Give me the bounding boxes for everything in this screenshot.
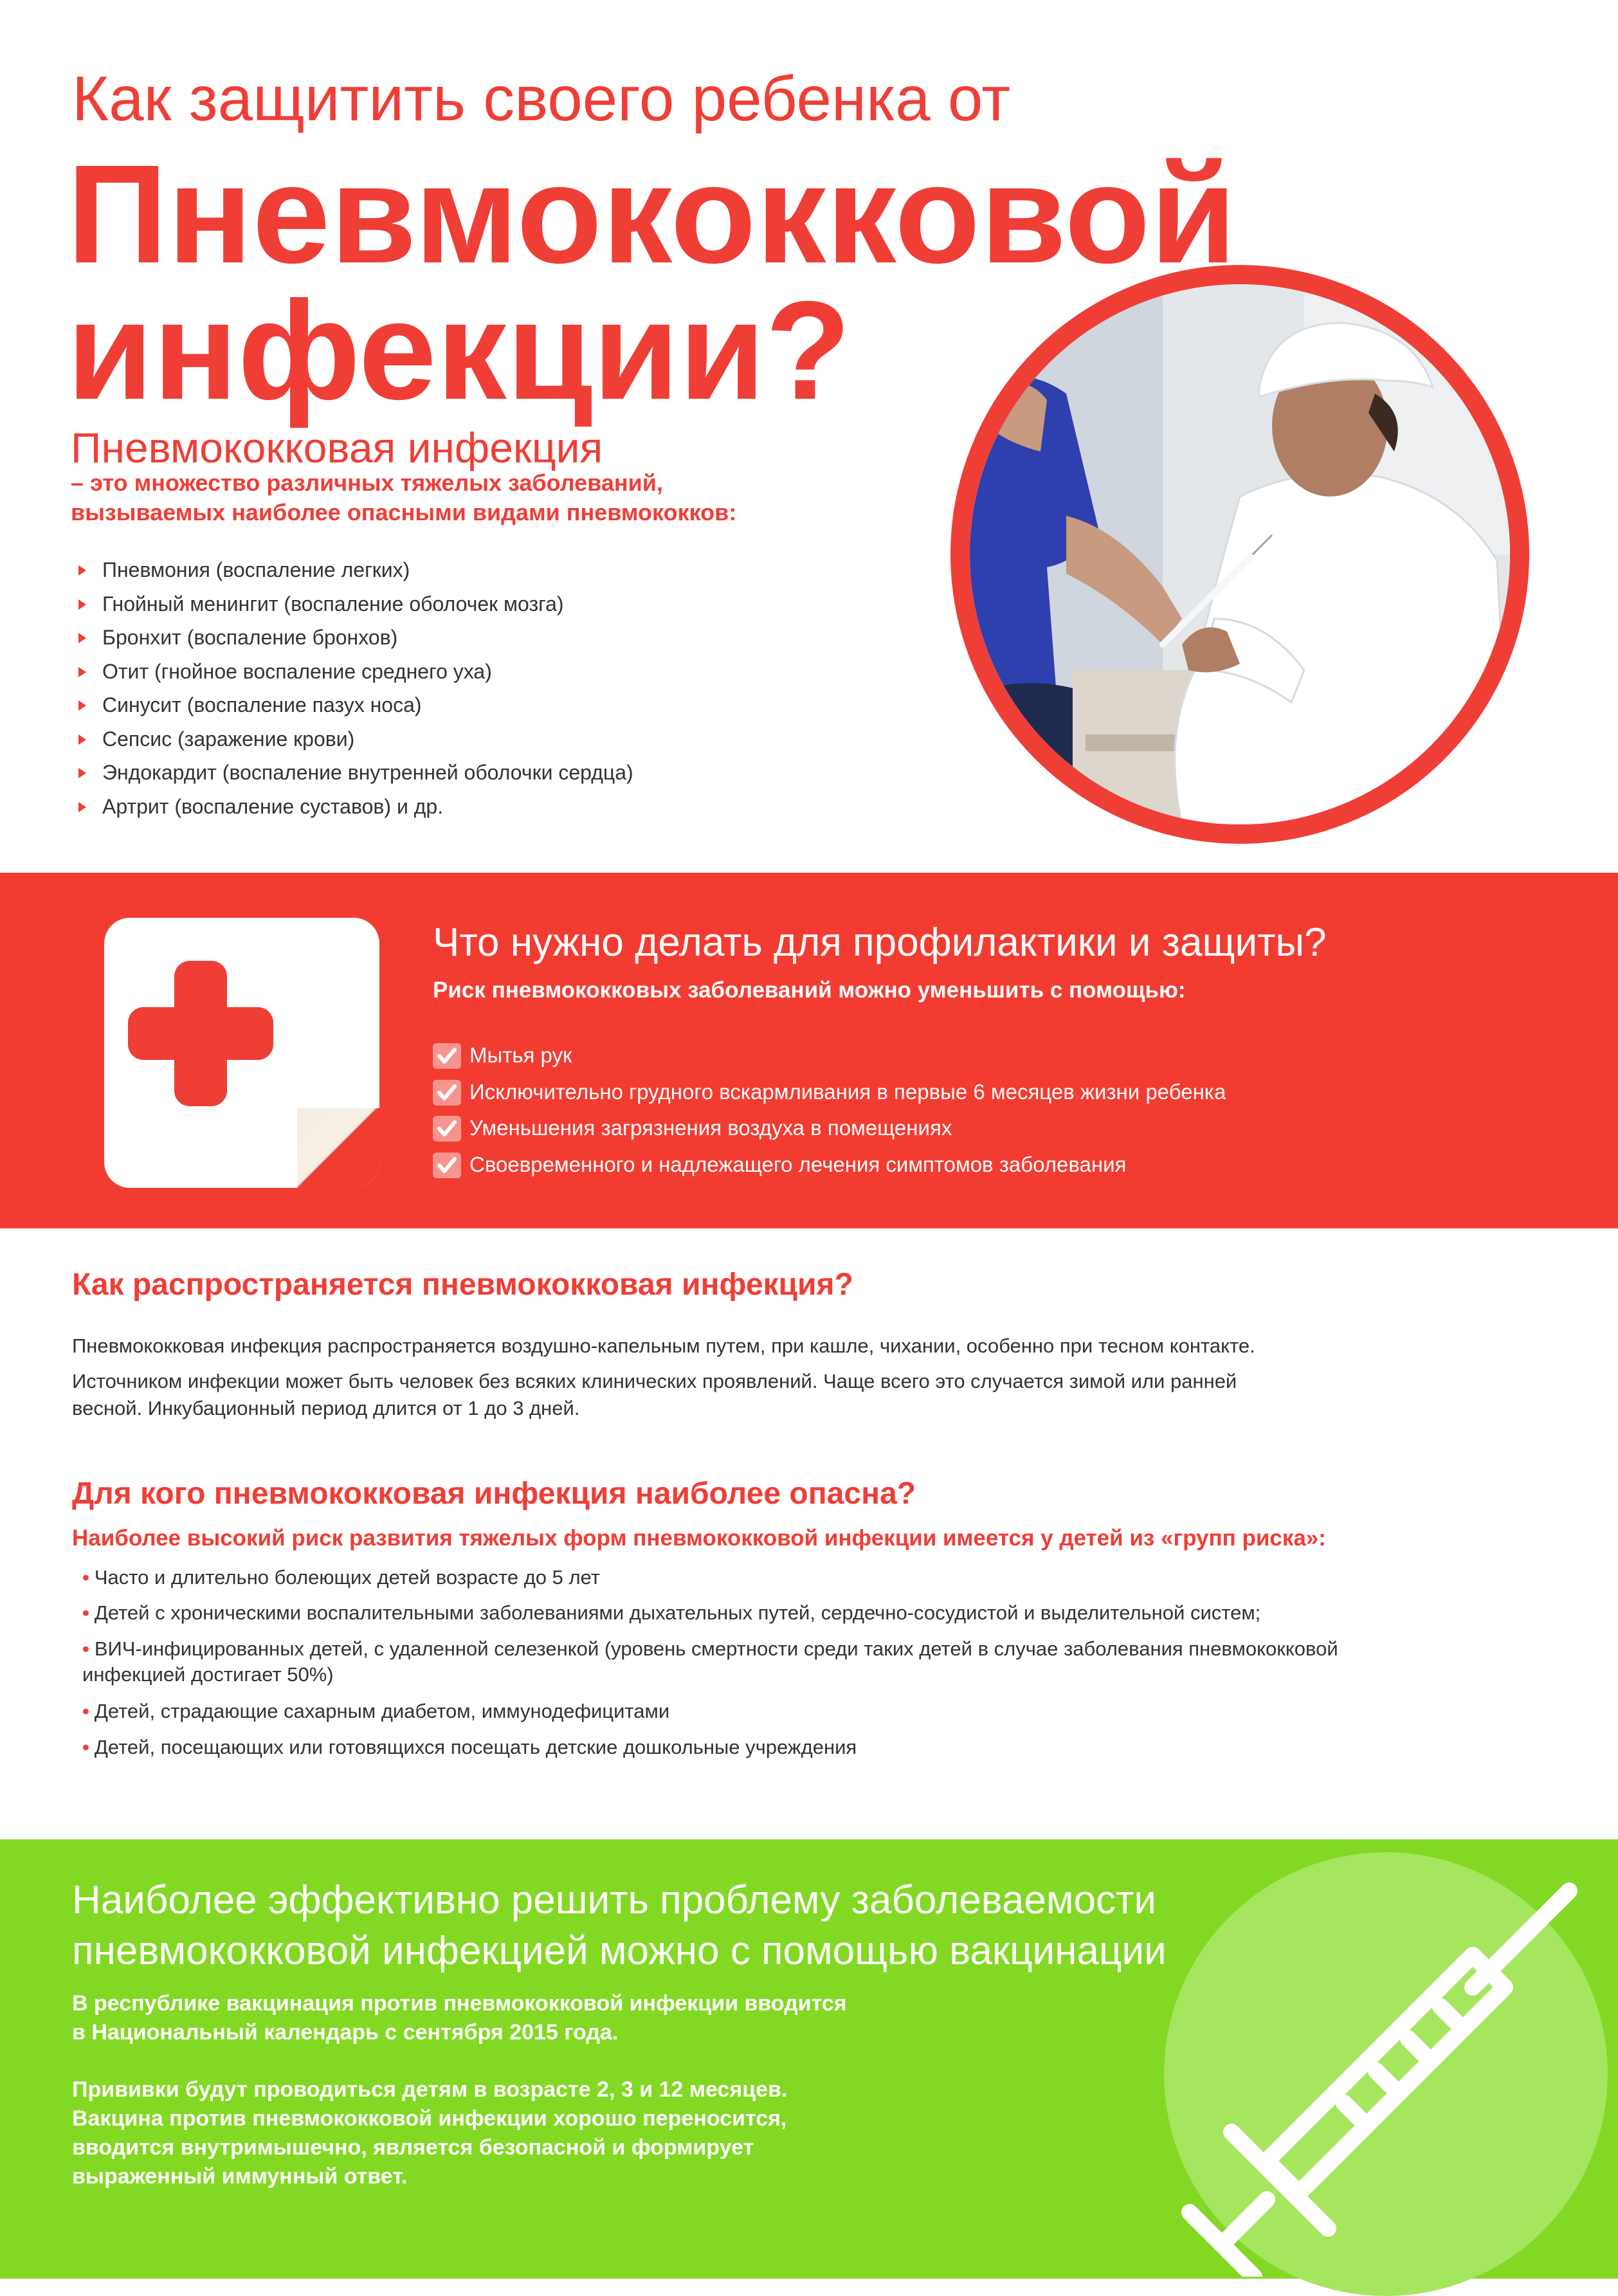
nurse-illustration xyxy=(970,284,1510,825)
list-item xyxy=(433,1037,1226,1074)
list-item xyxy=(78,655,914,689)
list-item-text: Уменьшения загрязнения воздуха в помещениях xyxy=(469,1116,952,1140)
list-item-text: Исключительно грудного вскармливания в первые 6 месяцев жизни ребенка xyxy=(469,1079,1226,1104)
checkbox-icon xyxy=(433,1080,461,1106)
vacc-p2-line-3: вводится внутримышечно, является безопасной и формирует xyxy=(72,2135,754,2160)
intro-sub-line-1: – это множество различных тяжелых заболеваний, xyxy=(71,469,663,496)
list-item xyxy=(78,621,914,655)
page-curl-shadow xyxy=(297,1108,379,1188)
list-item-text: Синусит (воспаление пазух носа) xyxy=(102,693,422,716)
vaccination-paragraph-2 xyxy=(72,2075,1037,2191)
checkbox-icon xyxy=(433,1153,461,1178)
list-item xyxy=(78,688,914,722)
checkbox-icon xyxy=(433,1116,461,1142)
prevention-list xyxy=(433,1037,1226,1183)
bullet-triangle-icon xyxy=(78,599,86,610)
list-item-text: Своевременного и надлежащего лечения симптомов заболевания xyxy=(469,1152,1127,1176)
bullet-triangle-icon xyxy=(78,802,86,812)
intro-sub-line-2: вызываемых наиболее опасными видами пневмококков: xyxy=(71,499,737,525)
vacc-p2-line-4: выраженный иммунный ответ. xyxy=(72,2164,408,2189)
vaccination-paragraph-1 xyxy=(72,1989,1037,2047)
list-item xyxy=(82,1735,1484,1760)
checkbox-icon xyxy=(433,1043,461,1069)
vacc-heading-line-1: Наиболее эффективно решить проблему заболеваемости xyxy=(72,1878,1157,1922)
vacc-p1-line-2: в Национальный календарь с сентября 2015 года. xyxy=(72,2020,619,2045)
list-item-text: Часто и длительно болеющих детей возрасте до 5 лет xyxy=(94,1566,601,1589)
list-item-text: Бронхит (воспаление бронхов) xyxy=(102,626,398,649)
intro-subheading xyxy=(71,468,830,527)
bullet-triangle-icon xyxy=(78,700,86,711)
list-item xyxy=(82,1699,1484,1724)
title-line-3: инфекции? xyxy=(67,273,851,429)
risk-subheading: Наиболее высокий риск развития тяжелых форм пневмококковой инфекции имеется у детей из «групп риска»: xyxy=(72,1526,1326,1551)
list-item-text: Мытья рук xyxy=(469,1043,572,1067)
spread-paragraph-1: Пневмококковая инфекция распространяется воздушно-капельным путем, при кашле, чихании, особенно при тесном контакте. xyxy=(72,1335,1255,1357)
bullet-triangle-icon xyxy=(78,667,86,677)
spread-heading: Как распространяется пневмококковая инфекция? xyxy=(72,1268,853,1302)
list-item xyxy=(433,1147,1226,1183)
list-item-text: инфекцией достигает 50%) xyxy=(82,1663,334,1686)
list-item xyxy=(433,1074,1226,1111)
list-item xyxy=(78,756,914,790)
vaccination-heading xyxy=(72,1875,1358,1976)
first-aid-cross-icon xyxy=(104,918,379,1188)
list-item xyxy=(78,553,914,587)
spread-paragraph-2 xyxy=(72,1368,1429,1422)
list-item-text: ВИЧ-инфицированных детей, с удаленной селезенкой (уровень смертности среди таких детей в случае заболевания пневмококковой xyxy=(94,1637,1338,1660)
list-item xyxy=(78,790,914,824)
list-item xyxy=(78,722,914,756)
risk-heading: Для кого пневмококковая инфекция наиболее опасна? xyxy=(72,1477,916,1511)
vacc-p2-line-1: Прививки будут проводиться детям в возрасте 2, 3 и 12 месяцев. xyxy=(72,2077,788,2102)
list-item xyxy=(82,1600,1484,1626)
bullet-icon: • xyxy=(82,1637,89,1660)
title-line-1: Как защитить своего ребенка от xyxy=(72,63,1011,134)
list-item-text: Отит (гнойное воспаление среднего уха) xyxy=(102,659,492,683)
nurse-photo xyxy=(950,265,1529,844)
list-item-text: Артрит (воспаление суставов) и др. xyxy=(102,794,444,818)
list-item xyxy=(82,1565,1484,1590)
disease-list xyxy=(78,553,914,823)
list-item xyxy=(433,1110,1226,1147)
list-item-text: Пневмония (воспаление легких) xyxy=(102,558,410,581)
list-item-text: Детей, посещающих или готовящихся посещать детские дошкольные учреждения xyxy=(94,1736,857,1758)
prevention-subheading: Риск пневмококковых заболеваний можно уменьшить с помощью: xyxy=(433,978,1186,1003)
bullet-icon: • xyxy=(82,1736,89,1758)
spread-p2-line-2: весной. Инкубационный период длится от 1 до 3 дней. xyxy=(72,1397,580,1419)
bullet-triangle-icon xyxy=(78,565,86,576)
list-item-text: Эндокардит (воспаление внутренней оболочки сердца) xyxy=(102,761,633,784)
bullet-triangle-icon xyxy=(78,734,86,745)
vacc-p1-line-1: В республике вакцинация против пневмококковой инфекции вводится xyxy=(72,1991,847,2016)
list-item-text: Сепсис (заражение крови) xyxy=(102,727,355,751)
vacc-p2-line-2: Вакцина против пневмококковой инфекции хорошо переносится, xyxy=(72,2106,787,2131)
bullet-triangle-icon xyxy=(78,768,86,778)
main-title xyxy=(67,136,1237,429)
list-item-continuation xyxy=(82,1662,1484,1688)
spread-p2-line-1: Источником инфекции может быть человек без всяких клинических проявлений. Чаще всего это случается зимой или ранней xyxy=(72,1370,1237,1392)
bullet-triangle-icon xyxy=(78,633,86,643)
title-line-2: Пневмококковой xyxy=(67,136,1237,293)
list-item-text: Детей с хроническими воспалительными заболеваниями дыхательных путей, сердечно-сосудистой и выделительной систем; xyxy=(94,1601,1261,1624)
vacc-heading-line-2: пневмококковой инфекцией можно с помощью вакцинации xyxy=(72,1929,1167,1973)
prevention-heading: Что нужно делать для профилактики и защиты? xyxy=(433,920,1327,965)
bullet-icon: • xyxy=(82,1700,89,1722)
bullet-icon: • xyxy=(82,1601,89,1624)
bullet-icon: • xyxy=(82,1566,89,1589)
list-item-text: Гнойный менингит (воспаление оболочек мозга) xyxy=(102,592,564,615)
list-item-text: Детей, страдающие сахарным диабетом, иммунодефицитами xyxy=(94,1700,670,1722)
intro-heading: Пневмококковая инфекция xyxy=(71,424,603,471)
cross-horizontal xyxy=(128,1007,273,1060)
list-item xyxy=(78,587,914,621)
list-item xyxy=(82,1636,1484,1662)
